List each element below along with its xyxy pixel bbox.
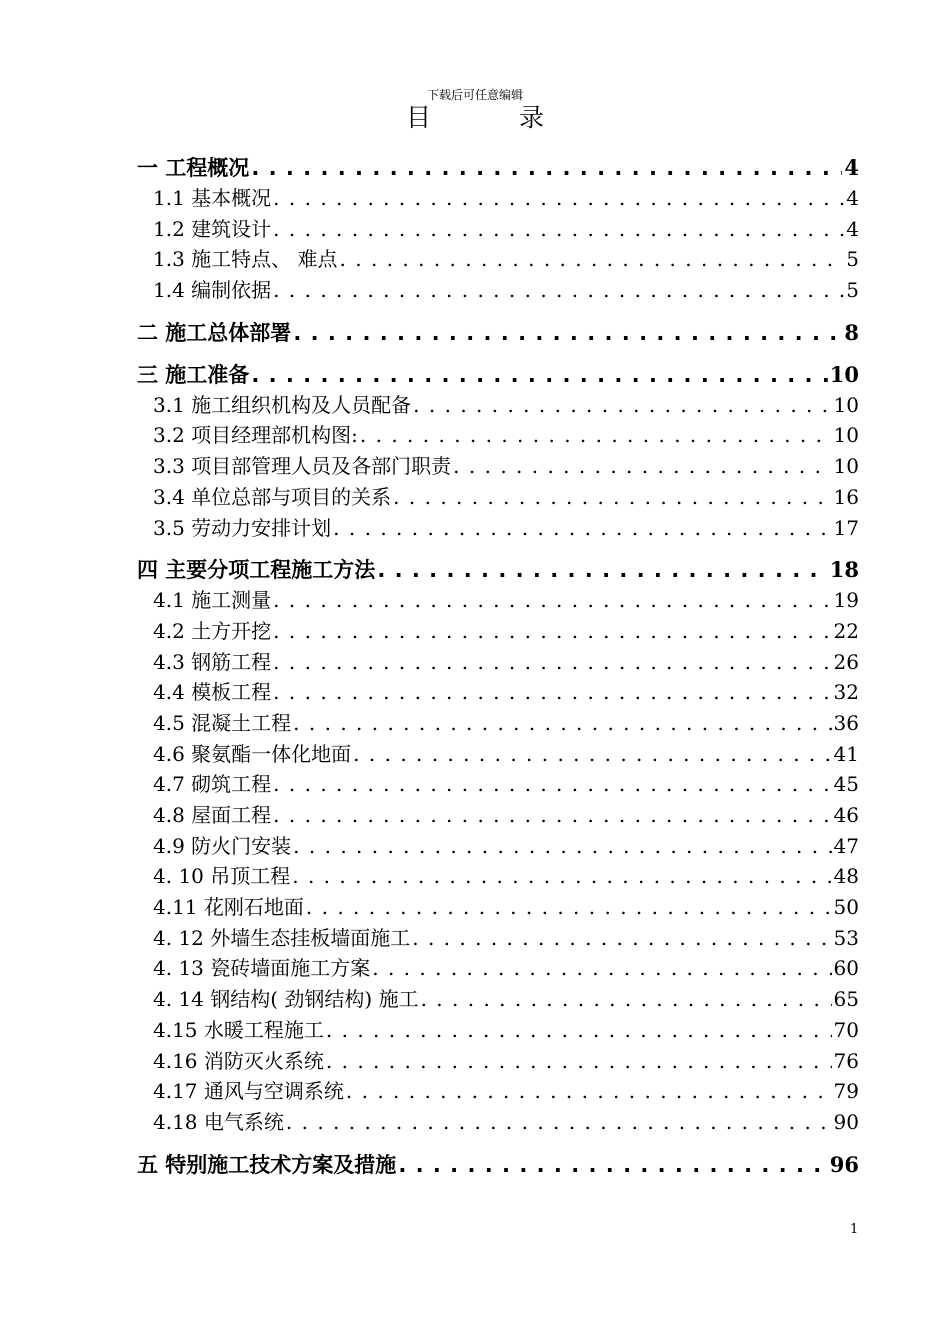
toc-section-entry[interactable] [137, 983, 859, 1014]
toc-entry-page: 16 [833, 484, 859, 509]
toc-entry-page: 26 [833, 649, 859, 674]
dot-leader [293, 711, 831, 735]
toc-entry-label: 4.7 砌筑工程 [153, 772, 272, 797]
toc-entry-label: 4.11 花刚石地面 [153, 895, 304, 920]
dot-leader [273, 278, 844, 302]
toc-section-entry[interactable] [137, 481, 859, 512]
toc-entry-label: 4.17 通风与空调系统 [153, 1079, 344, 1104]
toc-entry-page: 4 [846, 216, 859, 241]
dot-leader [413, 393, 831, 417]
toc-section-entry[interactable] [137, 860, 859, 891]
toc-section-entry[interactable] [137, 768, 859, 799]
dot-leader [273, 588, 831, 612]
dot-leader [398, 1153, 827, 1177]
toc-chapter-entry[interactable] [137, 554, 859, 584]
page-number: 1 [850, 1222, 859, 1237]
toc-entry-label: 4.1 施工测量 [153, 588, 272, 613]
dot-leader [286, 1110, 832, 1134]
dot-leader [326, 1049, 832, 1073]
toc-entry-label: 3.5 劳动力安排计划 [153, 515, 332, 540]
dot-leader [251, 363, 827, 387]
toc-section-entry[interactable] [137, 922, 859, 953]
dot-leader [293, 321, 842, 345]
toc-entry-label: 4.8 屋面工程 [153, 803, 272, 827]
toc-entry-page: 32 [833, 680, 859, 705]
toc-entry-page: 19 [833, 588, 859, 613]
toc-section-entry[interactable] [137, 274, 859, 305]
toc-section-entry[interactable] [137, 646, 859, 677]
toc-entry-page: 5 [846, 278, 859, 303]
dot-leader [292, 864, 831, 888]
dot-leader [273, 650, 831, 674]
toc-section-entry[interactable] [137, 615, 859, 646]
download-note: 下载后可任意编辑 [426, 88, 523, 102]
toc-section-entry[interactable] [137, 1106, 859, 1137]
toc-entry-label: 4.18 电气系统 [153, 1109, 284, 1134]
dot-leader [377, 558, 827, 582]
dot-leader [453, 454, 831, 478]
dot-leader [360, 423, 832, 447]
dot-leader [273, 217, 844, 241]
toc-section-entry[interactable] [137, 707, 859, 738]
toc-entry-label: 3.1 施工组织机构及人员配备 [153, 392, 412, 417]
dot-leader [306, 895, 832, 919]
dot-leader [333, 516, 831, 540]
toc-section-entry[interactable] [137, 213, 859, 244]
toc-entry-label: 1.2 建筑设计 [153, 216, 272, 241]
dot-leader [273, 619, 831, 643]
toc-chapter-entry[interactable] [137, 1149, 859, 1179]
toc-entry-label: 3.2 项目经理部机构图: [153, 423, 358, 448]
toc-entry-label: 4. 14 钢结构( 劲钢结构) 施工 [153, 987, 419, 1012]
toc-entry-page: 90 [833, 1109, 859, 1134]
dot-leader [273, 772, 831, 796]
toc-entry-label: 4.3 钢筋工程 [153, 649, 272, 674]
toc-section-entry[interactable] [137, 419, 859, 450]
dot-leader [293, 834, 831, 858]
toc-entry-label: 4. 10 吊顶工程 [153, 864, 291, 889]
toc-entry-label: 二 施工总体部署 [137, 320, 292, 345]
toc-entry-label: 4.15 水暖工程施工 [153, 1017, 324, 1042]
toc-entry-page: 96 [829, 1151, 859, 1177]
toc-entry-page: 22 [833, 618, 859, 643]
toc-section-entry[interactable] [137, 1014, 859, 1045]
dot-leader [340, 247, 845, 271]
dot-leader [251, 156, 842, 180]
toc-entry-page: 46 [833, 803, 859, 827]
toc-entry-page: 5 [846, 247, 859, 272]
toc-chapter-entry[interactable] [137, 317, 859, 347]
toc-entry-page: 36 [833, 710, 859, 735]
toc-section-entry[interactable] [137, 450, 859, 481]
toc-section-entry[interactable] [137, 243, 859, 274]
dot-leader [346, 1079, 832, 1103]
toc-entry-label: 4.4 模板工程 [153, 680, 272, 705]
toc-entry-page: 70 [833, 1017, 859, 1042]
toc-entry-page: 48 [833, 864, 859, 889]
toc-entry-label: 1.1 基本概况 [153, 186, 272, 210]
toc-entry-label: 三 施工准备 [137, 362, 250, 387]
table-of-contents [137, 140, 859, 1179]
toc-entry-label: 4. 12 外墙生态挂板墙面施工 [153, 925, 411, 950]
toc-entry-label: 3.4 单位总部与项目的关系 [153, 484, 392, 509]
toc-entry-page: 10 [833, 392, 859, 417]
toc-entry-page: 8 [844, 319, 859, 345]
page-title: 目 录 [406, 103, 584, 132]
dot-leader [273, 186, 844, 210]
dot-leader [421, 987, 832, 1011]
toc-entry-page: 17 [833, 515, 859, 540]
toc-entry-label: 4.9 防火门安装 [153, 833, 292, 858]
toc-section-entry[interactable] [137, 738, 859, 769]
toc-chapter-entry[interactable] [137, 152, 859, 182]
toc-entry-label: 3.3 项目部管理人员及各部门职责 [153, 454, 452, 479]
toc-entry-label: 五 特别施工技术方案及措施 [137, 1152, 397, 1177]
toc-entry-page: 79 [833, 1079, 859, 1104]
toc-entry-page: 18 [829, 557, 859, 583]
toc-section-entry[interactable] [137, 891, 859, 922]
toc-entry-page: 45 [833, 772, 859, 797]
toc-entry-label: 4. 13 瓷砖墙面施工方案 [153, 956, 371, 981]
toc-entry-label: 一 工程概况 [137, 156, 250, 180]
toc-entry-page: 4 [846, 186, 859, 210]
toc-entry-label: 4.6 聚氨酯一体化地面 [153, 741, 352, 766]
dot-leader [372, 956, 831, 980]
dot-leader [412, 926, 831, 950]
toc-entry-page: 41 [833, 741, 859, 766]
toc-section-entry[interactable] [137, 830, 859, 861]
toc-section-entry[interactable] [137, 799, 859, 830]
toc-entry-page: 10 [833, 454, 859, 479]
toc-entry-page: 10 [833, 423, 859, 448]
toc-section-entry[interactable] [137, 512, 859, 543]
dot-leader [353, 742, 831, 766]
toc-entry-page: 53 [833, 925, 859, 950]
dot-leader [326, 1018, 832, 1042]
toc-entry-page: 10 [829, 361, 859, 387]
toc-entry-label: 4.5 混凝土工程 [153, 710, 292, 735]
toc-section-entry[interactable] [137, 1075, 859, 1106]
toc-entry-label: 4.16 消防灭火系统 [153, 1048, 324, 1073]
toc-entry-page: 76 [833, 1048, 859, 1073]
toc-section-entry[interactable] [137, 1045, 859, 1076]
toc-entry-page: 60 [833, 956, 859, 981]
toc-entry-label: 4.2 土方开挖 [153, 618, 272, 643]
toc-section-entry[interactable] [137, 676, 859, 707]
toc-entry-label: 1.3 施工特点、 难点 [153, 247, 338, 272]
toc-entry-label: 四 主要分项工程施工方法 [137, 558, 376, 583]
toc-section-entry[interactable] [137, 952, 859, 983]
toc-entry-page: 65 [833, 987, 859, 1012]
toc-entry-page: 50 [833, 895, 859, 920]
toc-entry-page: 47 [833, 833, 859, 858]
dot-leader [273, 803, 831, 827]
toc-section-entry[interactable] [137, 182, 859, 213]
dot-leader [393, 485, 831, 509]
toc-section-entry[interactable] [137, 584, 859, 615]
toc-chapter-entry[interactable] [137, 359, 859, 389]
toc-section-entry[interactable] [137, 389, 859, 420]
toc-entry-label: 1.4 编制依据 [153, 278, 272, 303]
dot-leader [273, 680, 831, 704]
toc-entry-page: 4 [844, 155, 859, 180]
